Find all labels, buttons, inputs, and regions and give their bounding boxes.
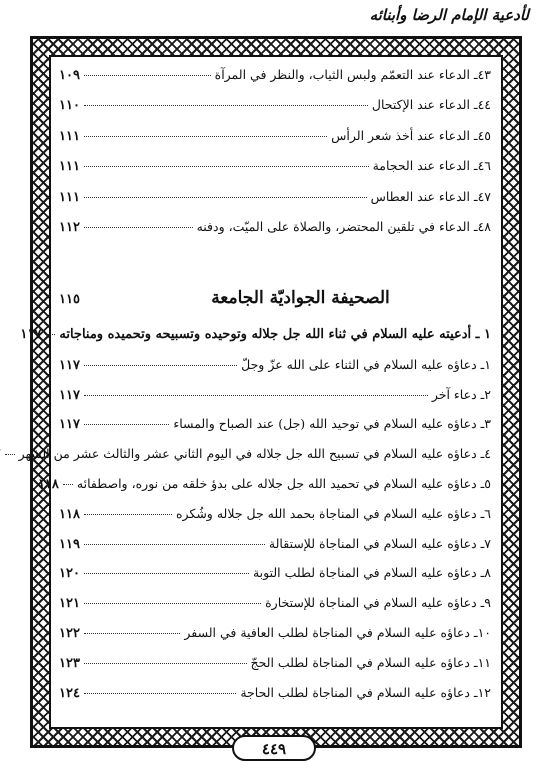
toc-entry-title: ١ ـ أدعيته عليه السلام في ثناء الله جل جلاله وتوحيده وتسبيحه وتحميده ومناجاته	[59, 327, 491, 342]
dot-leader	[84, 663, 247, 664]
running-header: لأدعية الإمام الرضا وأبنائه	[369, 6, 529, 24]
toc-entry	[59, 158, 491, 174]
dot-leader	[84, 693, 236, 694]
toc-entry-title: ٤٥ـ الدعاء عند أخذ شعر الرأس	[331, 127, 491, 143]
toc-entry	[59, 67, 491, 83]
toc-entry	[59, 536, 491, 552]
toc-entry-page: ١٢١	[59, 596, 80, 612]
toc-entry	[59, 506, 491, 522]
toc-entry-title: ٢ـ دعاء آخر	[431, 386, 491, 402]
toc-entry-title: ٤٧ـ الدعاء عند العطاس	[370, 188, 491, 204]
toc-entry-page: ١٢٠	[59, 566, 80, 582]
toc-entry-page: ١١١	[59, 189, 80, 205]
page-content-area	[18, 55, 503, 729]
toc-entry-title: ٤ـ دعاؤه عليه السلام في تسبيح الله جل جلاله في اليوم الثاني عشر والثالث عشر من الشهر	[18, 446, 491, 462]
toc-entry	[59, 595, 491, 611]
toc-entry-page: ١١١	[59, 128, 80, 144]
toc-entry-page: ١٢٢	[59, 626, 80, 641]
toc-entry	[59, 565, 491, 581]
dot-leader	[45, 334, 55, 335]
dot-leader	[84, 75, 211, 76]
dot-leader	[5, 454, 15, 455]
dot-leader	[84, 197, 367, 198]
toc-entry-title: ١١ـ دعاؤه عليه السلام في المناجاة لطلب الحجّ	[250, 654, 491, 670]
toc-entry-title: ٤٨ـ الدعاء في تلقين المحتضر، والصلاة على الميّت، ودفنه	[196, 219, 491, 234]
toc-entry	[59, 625, 491, 641]
toc-entry	[59, 416, 491, 432]
section-heading	[59, 288, 491, 308]
toc-entry-title: ٧ـ دعاؤه عليه السلام في المناجاة للإستقالة	[268, 535, 491, 551]
toc-entry-page: ١١٢	[59, 220, 80, 235]
toc-entry-title: ١٢ـ دعاؤه عليه السلام في المناجاة لطلب الحاجة	[240, 684, 491, 700]
toc-entry	[59, 189, 491, 205]
toc-entry-title: ٨ـ دعاؤه عليه السلام في المناجاة لطلب التوبة	[252, 565, 491, 581]
dot-leader	[84, 136, 327, 137]
toc-entry-page: ١٢٤	[59, 685, 80, 701]
dot-leader	[84, 365, 237, 366]
toc-entry-page: ١١٠	[59, 98, 80, 114]
dot-leader	[84, 166, 369, 167]
toc-entry-page: ١١٧	[59, 417, 80, 433]
toc-entry-title: ٩ـ دعاؤه عليه السلام في المناجاة للإستخارة	[265, 595, 491, 611]
dot-leader	[63, 484, 73, 485]
toc-entry	[59, 655, 491, 671]
toc-entry-title: ١ـ دعاؤه عليه السلام في الثناء على الله عزّ وجلّ	[241, 356, 491, 372]
toc-entry	[59, 357, 491, 373]
toc-entry-title: ٤٣ـ الدعاء عند التعمّم ولبس الثياب، والنظر في المرآة	[214, 67, 491, 82]
toc-entry-title: ٤٦ـ الدعاء عند الحجامة	[372, 158, 491, 174]
dot-leader	[84, 395, 428, 396]
dot-leader	[84, 105, 368, 106]
toc-entry	[37, 476, 491, 492]
toc-entry-page	[0, 447, 1, 462]
toc-entry	[59, 685, 491, 701]
dot-leader	[84, 573, 249, 574]
toc-entry-title: ١٠ـ دعاؤه عليه السلام في المناجاة لطلب العافية في السفر	[184, 625, 491, 640]
toc-entry-page: ١١٧	[20, 327, 42, 342]
toc-entry	[59, 128, 491, 144]
decorative-border-frame	[18, 36, 522, 748]
toc-entry-page: ١١٧	[59, 387, 80, 403]
toc-entry-title: ٥ـ دعاؤه عليه السلام في تحميد الله جل جلاله على بدؤ خلقه من نوره، واصطفائه	[76, 476, 491, 491]
toc-entry-title: ٤٤ـ الدعاء عند الإكتحال	[371, 97, 491, 113]
toc-entry	[59, 97, 491, 113]
dot-leader	[84, 603, 261, 604]
toc-entry	[59, 387, 491, 403]
dot-leader	[84, 514, 172, 515]
dot-leader	[84, 227, 193, 228]
toc-entry-page: ١١٩	[59, 536, 80, 552]
dot-leader	[84, 424, 169, 425]
toc-entry-title: ٣ـ دعاؤه عليه السلام في توحيد الله (جل) عند الصباح والمساء	[173, 416, 491, 432]
toc-entry-page: ١٠٩	[59, 68, 80, 83]
toc-entry-page: ١١٨	[59, 506, 80, 522]
toc-entry	[18, 446, 491, 462]
toc-entry-page: ١١١	[59, 159, 80, 175]
toc-entry-title: ٦ـ دعاؤه عليه السلام في المناجاة بحمد الله جل جلاله وشُكره	[175, 505, 491, 521]
table-of-contents	[18, 57, 501, 727]
toc-entry-page: ١١٨	[37, 477, 59, 492]
toc-entry	[20, 327, 491, 342]
section-title: الصحيفة الجواديّة الجامعة	[211, 288, 390, 308]
dot-leader	[84, 633, 180, 634]
toc-entry-page: ١١٧	[59, 357, 80, 373]
section-page-number: ١١٥	[59, 292, 80, 307]
page-number-badge: ٤٤٩	[232, 735, 316, 761]
dot-leader	[84, 544, 265, 545]
toc-entry	[59, 219, 491, 235]
toc-entry-page: ١٢٣	[59, 655, 80, 671]
